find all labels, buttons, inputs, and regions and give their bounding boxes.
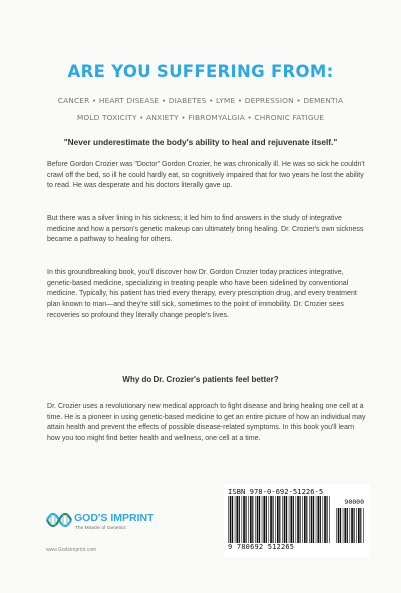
- barcode-bar: [324, 496, 326, 543]
- barcode-bar: [343, 508, 344, 543]
- barcode-bar: [270, 496, 272, 543]
- barcode-bar: [262, 496, 263, 543]
- barcode-bar: [302, 496, 303, 543]
- dna-helix-icon: [46, 510, 72, 535]
- price-barcode-bars: [336, 508, 366, 543]
- barcode-bar: [344, 508, 346, 543]
- conditions-line-1: CANCER • HEART DISEASE • DIABETES • LYME • DEPRESSION • DEMENTIA: [57, 96, 344, 105]
- barcode-bar: [257, 496, 259, 543]
- barcode-bar: [266, 496, 267, 543]
- barcode-bar: [250, 496, 252, 543]
- barcode-bar: [269, 496, 270, 543]
- barcode-bar: [282, 496, 283, 543]
- barcode-bar: [243, 496, 245, 543]
- barcode-bar: [329, 496, 330, 543]
- barcode-bars: [228, 496, 332, 543]
- barcode-bar: [338, 508, 340, 543]
- barcode-bar: [313, 496, 314, 543]
- barcode-bar: [317, 496, 319, 543]
- logo-name: GOD'S IMPRINT: [74, 512, 154, 524]
- barcode-bar: [239, 496, 240, 543]
- pull-quote: "Never underestimate the body's ability to heal and rejuvenate itself.": [63, 137, 338, 147]
- price-code: 90000: [344, 498, 364, 506]
- barcode-bar: [275, 496, 276, 543]
- barcode-bar: [289, 496, 290, 543]
- paragraph-1: Before Gordon Crozier was "Doctor" Gordon Crozier, he was chronically ill. He was so sick he couldn't crawl off the bed, so ill he could hardly eat, so cognitively impaired that for two years he lost the ability to read. He was desperate and his doctors literally gave up.: [47, 161, 365, 190]
- barcode-bar: [273, 496, 274, 543]
- barcode-bar: [300, 496, 301, 543]
- barcode-bar: [323, 496, 324, 543]
- barcode-bar: [228, 496, 229, 543]
- website-url: www.GodsImprint.com: [46, 547, 97, 553]
- barcode-bar: [286, 496, 287, 543]
- barcode-bar: [255, 496, 256, 543]
- barcode-bar: [277, 496, 279, 543]
- barcode-bar: [236, 496, 238, 543]
- headline: ARE YOU SUFFERING FROM:: [67, 62, 334, 81]
- barcode-bar: [293, 496, 294, 543]
- section-question: Why do Dr. Crozier's patients feel better?: [122, 375, 279, 384]
- barcode-bar: [242, 496, 243, 543]
- barcode-bar: [297, 496, 299, 543]
- barcode-bar: [347, 508, 348, 543]
- barcode-bar: [248, 496, 249, 543]
- barcode-bar: [316, 496, 317, 543]
- barcode-bar: [363, 508, 364, 543]
- barcode-bar: [340, 508, 341, 543]
- barcode-bar: [232, 496, 233, 543]
- barcode-bar: [304, 496, 306, 543]
- paragraph-4: Dr. Crozier uses a revolutionary new medical approach to fight disease and bring healing one cell at a time. He is a pioneer in using genetic-based medicine to get an entire picture of how an individual may attain health and prevent the effects of possible disease-related symptoms. In this book you'll learn how you too might find better health and wellness, one cell at a time.: [47, 403, 366, 443]
- barcode-bar: [327, 496, 328, 543]
- barcode-bar: [263, 496, 265, 543]
- barcode-bar: [235, 496, 236, 543]
- barcode-bar: [309, 496, 310, 543]
- barcode-bar: [360, 508, 361, 543]
- paragraph-3: In this groundbreaking book, you'll discover how Dr. Gordon Crozier today practices integrative, genetic-based medicine, specializing in treating people who have been sidelined by conventional medicine. Typically, his patient has tried every therapy, every prescription drug, and every treatment plan known to man—and they're still sick, sometimes to the point of immobility. Dr. Crozier sees recoveries so profound they literally change people's lives.: [47, 269, 357, 319]
- barcode-bar: [306, 496, 307, 543]
- barcode-bar: [259, 496, 260, 543]
- barcode-bar: [320, 496, 321, 543]
- barcode-bar: [350, 508, 351, 543]
- barcode-bar: [246, 496, 247, 543]
- barcode-bar: [356, 508, 357, 543]
- barcode-bar: [354, 508, 355, 543]
- barcode-bar: [336, 508, 337, 543]
- conditions-line-2: MOLD TOXICITY • ANXIETY • FIBROMYALGIA • CHRONIC FATIGUE: [76, 113, 325, 122]
- barcode-number: 9 780692 512265: [228, 543, 295, 551]
- barcode-bar: [311, 496, 313, 543]
- logo-tagline: The Miracle of Genetics: [75, 526, 126, 531]
- barcode-bar: [358, 508, 360, 543]
- barcode-bar: [279, 496, 280, 543]
- barcode-bar: [230, 496, 232, 543]
- isbn-label: ISBN 978-0-692-51226-5: [228, 487, 324, 496]
- barcode-bar: [252, 496, 253, 543]
- barcode-bar: [284, 496, 286, 543]
- barcode-bar: [351, 508, 353, 543]
- paragraph-2: But there was a silver lining in his sickness; it led him to find answers in the study of integrative medicine and how a person's genetic makeup can ultimately bring healing. Dr. Crozier's own sickness became a pathway to healing for others.: [47, 215, 364, 244]
- publisher-logo: [46, 508, 186, 538]
- isbn-barcode: [224, 484, 370, 557]
- barcode-bar: [296, 496, 297, 543]
- barcode-bar: [290, 496, 292, 543]
